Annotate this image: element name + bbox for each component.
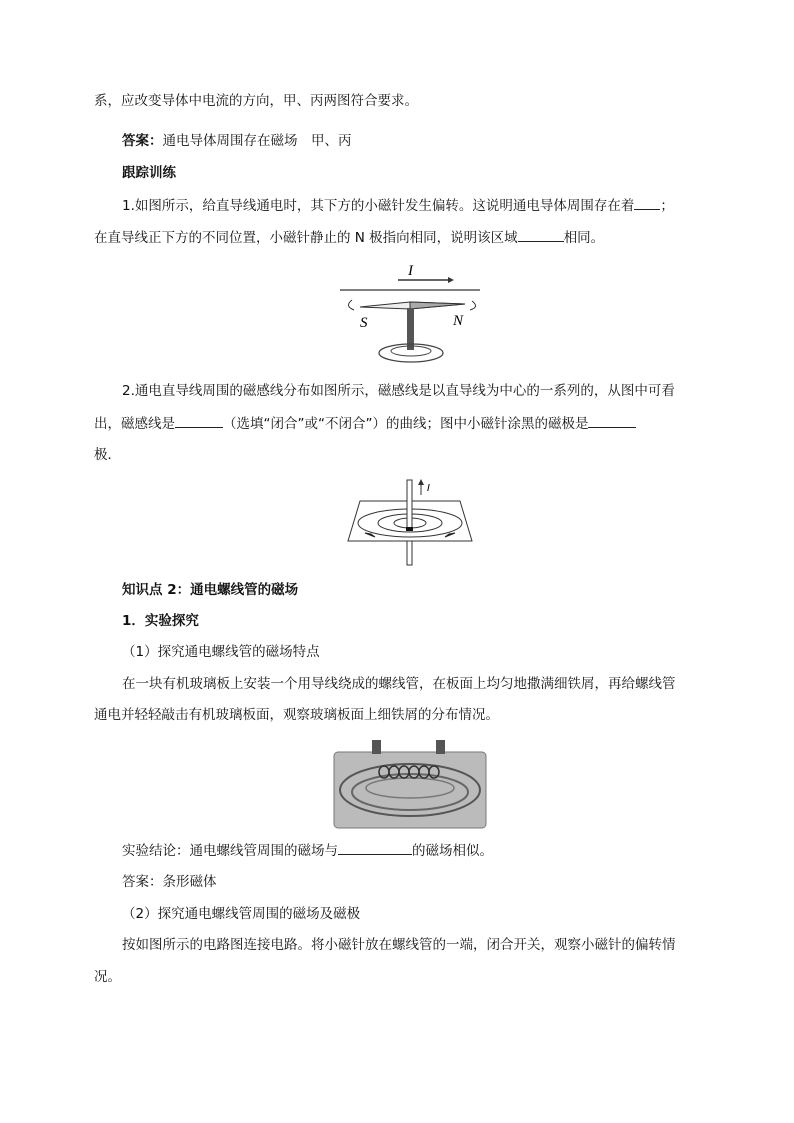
paragraph: 在一块有机玻璃板上安装一个用导线绕成的螺线管，在板面上均匀地撒满细铁屑，再给螺线管 (122, 676, 676, 692)
answer-line (122, 132, 352, 150)
text: ； (660, 198, 674, 214)
answer-line: 答案：条形磁体 (122, 874, 217, 890)
text: （选填“闭合”或“不闭合”）的曲线；图中小磁针涂黑的磁极是 (223, 416, 589, 432)
text: 实验结论：通电螺线管周围的磁场与 (122, 843, 338, 859)
answer-text: 通电导体周围存在磁场 甲、丙 (162, 133, 352, 149)
paragraph: 通电并轻轻敲击有机玻璃板面，观察玻璃板面上细铁屑的分布情况。 (94, 707, 499, 723)
current-label: I (408, 263, 413, 279)
knowledge-point-heading: 知识点 2：通电螺线管的磁场 (122, 582, 299, 598)
text: 出，磁感线是 (94, 416, 175, 432)
subsection-heading: 1．实验探究 (122, 613, 199, 629)
blank (588, 414, 636, 428)
step-heading: （1）探究通电螺线管的磁场特点 (122, 644, 320, 660)
paragraph: 按如图所示的电路图连接电路。将小磁针放在螺线管的一端，闭合开关，观察小磁针的偏转情 (122, 937, 676, 953)
blank (338, 841, 412, 855)
field-lines-figure (345, 475, 475, 567)
answer-label: 答案： (122, 133, 163, 149)
step-heading: （2）探究通电螺线管周围的磁场及磁极 (122, 906, 361, 922)
section-heading: 跟踪训练 (122, 165, 176, 181)
question-2-line3: 极． (94, 447, 121, 463)
text: 相同。 (563, 230, 605, 246)
north-label: N (453, 313, 464, 329)
blank (634, 196, 660, 210)
south-label: S (360, 315, 368, 331)
blank (518, 228, 564, 242)
conclusion-line (122, 841, 493, 860)
solenoid-iron-filings-figure (328, 738, 493, 830)
question-1-line2 (94, 228, 604, 247)
paragraph: 况。 (94, 969, 121, 985)
text: 的磁场相似。 (412, 843, 493, 859)
question-2-line1: 2.通电直导线周围的磁感线分布如图所示，磁感线是以直导线为中心的一系列的，从图中可看 (122, 383, 675, 399)
text: 1.如图所示，给直导线通电时，其下方的小磁针发生偏转。这说明通电导体周围存在着 (122, 198, 635, 214)
blank (175, 414, 223, 428)
question-1-line1 (122, 196, 674, 215)
compass-under-wire-figure (330, 257, 490, 369)
current-label: I (427, 483, 430, 494)
text: 在直导线正下方的不同位置，小磁针静止的 N 极指向相同，说明该区域 (94, 230, 518, 246)
paragraph: 系，应改变导体中电流的方向，甲、丙两图符合要求。 (94, 93, 418, 109)
question-2-line2 (94, 414, 636, 433)
